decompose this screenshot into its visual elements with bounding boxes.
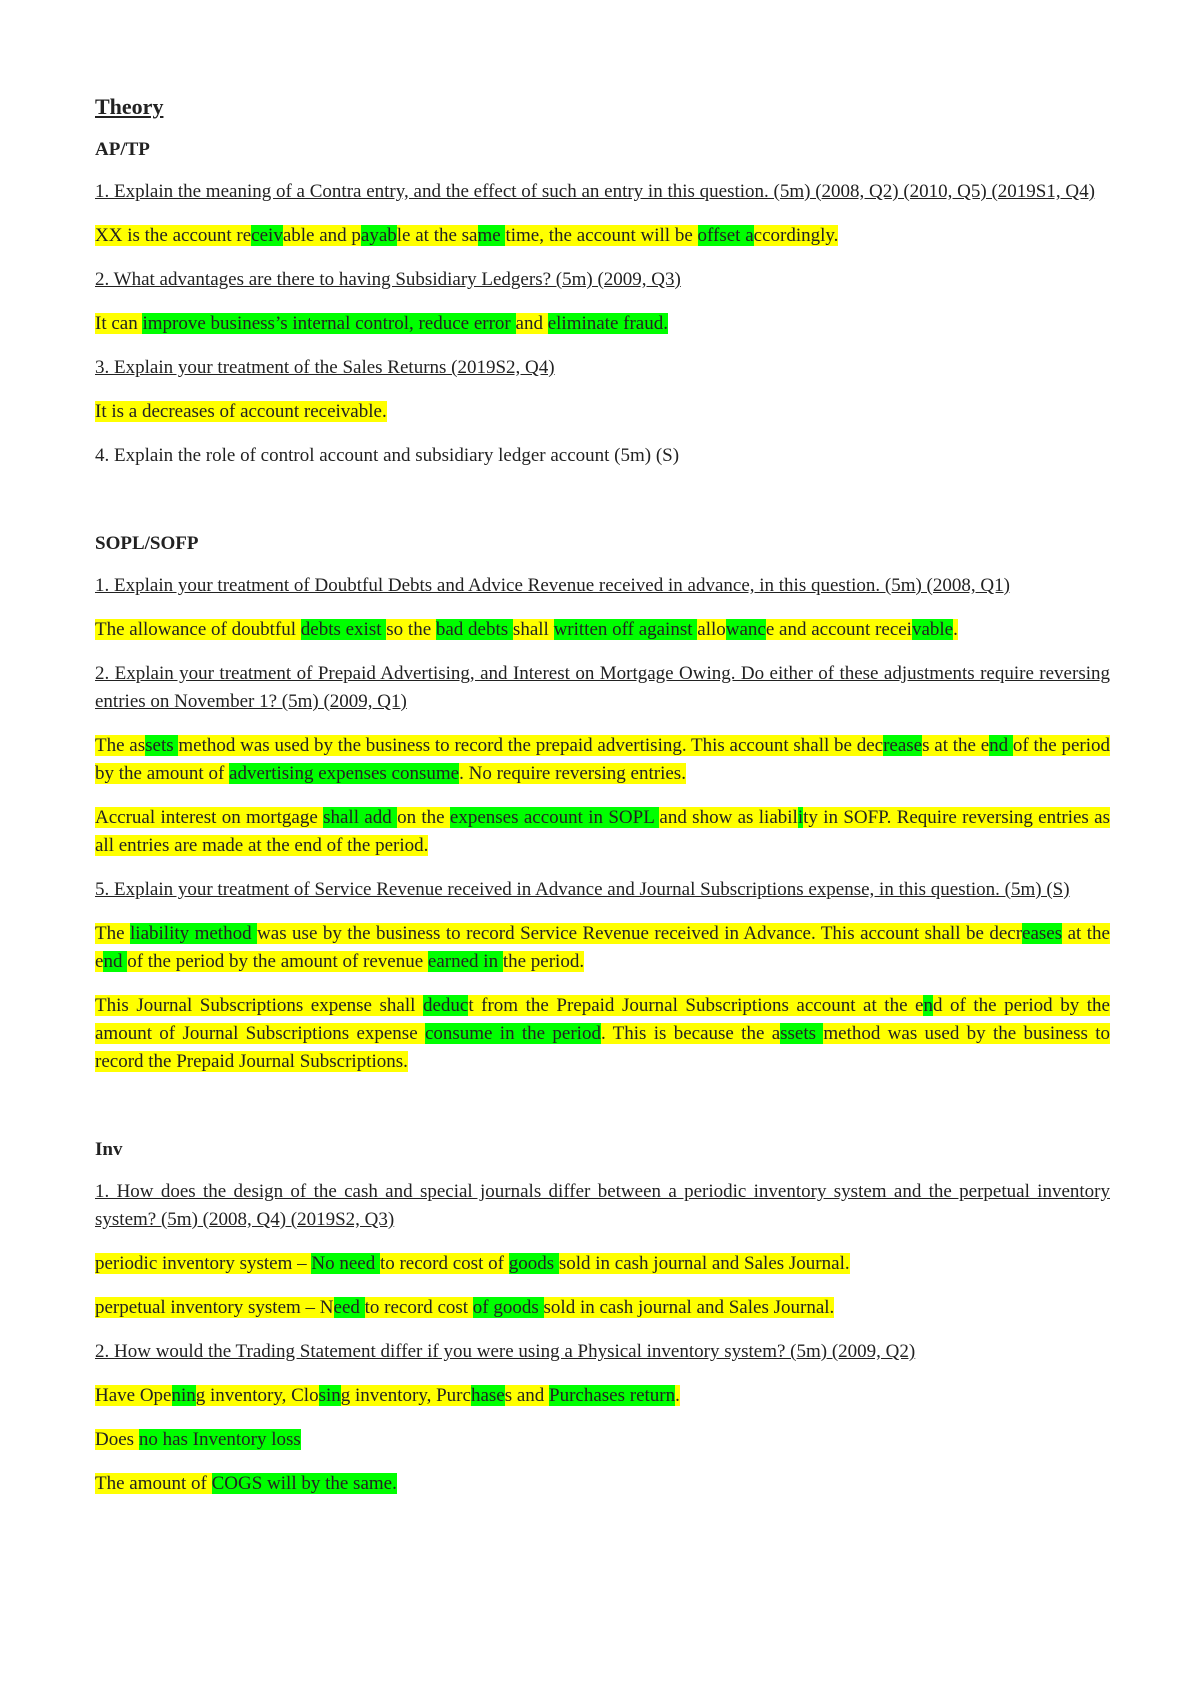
sections-container [95,136,1110,1498]
highlight-yellow: time, the account will be [505,225,698,246]
section-heading: Inv [95,1139,123,1160]
highlight-green: liability method [130,923,258,944]
highlight-yellow: d of the period by the amount of Journal Subscriptions expense [95,995,1110,1044]
highlight-green: sin [318,1385,341,1406]
highlight-green: ssets [780,1023,824,1044]
question: 2. Explain your treatment of Prepaid Advertising, and Interest on Mortgage Owing. Do either of these adjustments require reversing entries on November 1? (5m) (2009, Q1) [95,663,1110,712]
highlight-yellow: Does [95,1429,139,1450]
highlight-yellow: method was used by the business to record the Prepaid Journal Subscriptions. [95,1023,1110,1072]
highlight-yellow: of the period by the amount of revenue [127,951,428,972]
highlight-green: COGS will by the same. [211,1473,397,1494]
highlight-green: wanc [725,619,766,640]
highlight-yellow: le at the sa [396,225,478,246]
highlight-green: Purchases return [549,1385,676,1406]
answer-paragraph [95,992,1110,1076]
highlight-yellow: It is a decreases of account receivable. [95,401,387,422]
answer-paragraph [95,804,1110,860]
section [95,530,1110,1076]
highlight-yellow: s and [504,1385,550,1406]
highlight-yellow: on the [397,807,450,828]
highlight-yellow: The [95,923,131,944]
question: 5. Explain your treatment of Service Revenue received in Advance and Journal Subscriptions expense, in this question. (5m) (S) [95,879,1070,900]
highlight-yellow: ty in SOFP. Require reversing entries as all entries are made at the end of the period. [95,807,1110,856]
highlight-yellow: periodic inventory system – [95,1253,312,1274]
highlight-yellow: s at the e [922,735,990,756]
question: 1. Explain your treatment of Doubtful Debts and Advice Revenue received in advance, in this question. (5m) (2008, Q1) [95,575,1010,596]
answer-paragraph [95,1470,1110,1498]
highlight-green: n [923,995,933,1016]
question: 4. Explain the role of control account and subsidiary ledger account (5m) (S) [95,445,680,466]
answer-paragraph [95,920,1110,976]
highlight-green: vable [911,619,954,640]
highlight-yellow: . This is because the a [600,1023,781,1044]
answer-paragraph [95,1426,1110,1454]
section-spacer [95,1092,1110,1136]
highlight-green: nin [171,1385,196,1406]
section [95,136,1110,470]
highlight-green: offset a [697,225,754,246]
highlight-green: bad debts [435,619,513,640]
highlight-green: improve business’s internal control, reduce error [142,313,516,334]
highlight-green: hase [470,1385,505,1406]
highlight-green: eases [1022,923,1063,944]
question: 3. Explain your treatment of the Sales Returns (2019S2, Q4) [95,357,555,378]
highlight-green: rease [883,735,923,756]
highlight-green: no has Inventory loss [138,1429,301,1450]
highlight-yellow: shall [512,619,554,640]
highlight-green: me [477,225,506,246]
highlight-yellow: perpetual inventory system – N [95,1297,334,1318]
highlight-yellow: The amount of [95,1473,212,1494]
answer-paragraph [95,398,1110,426]
answer-paragraph [95,732,1110,788]
highlight-green: eliminate fraud. [547,313,668,334]
highlight-green: goods [508,1253,559,1274]
highlight-yellow: g inventory, Clo [195,1385,319,1406]
answer-paragraph [95,1250,1110,1278]
answer-paragraph [95,1382,1110,1410]
answer-paragraph [95,616,1110,644]
highlight-yellow: at the e [95,923,1110,972]
highlight-yellow: Accrual interest on mortgage [95,807,324,828]
answer-paragraph [95,1294,1110,1322]
highlight-yellow: sold in cash journal and Sales Journal. [558,1253,850,1274]
highlight-green: earned in [427,951,503,972]
document-title: Theory [95,94,164,119]
highlight-green: expenses account in SOPL [449,807,660,828]
highlight-yellow: able and p [282,225,361,246]
highlight-yellow: sold in cash journal and Sales Journal. [543,1297,835,1318]
highlight-green: No need [311,1253,380,1274]
highlight-yellow: It can [95,313,143,334]
highlight-yellow: the period. [502,951,585,972]
highlight-yellow: t from the Prepaid Journal Subscriptions account at the e [468,995,924,1016]
highlight-yellow: This Journal Subscriptions expense shall [95,995,423,1016]
highlight-yellow: XX is the account re [95,225,252,246]
highlight-green: nd [989,735,1013,756]
highlight-green: ceiv [251,225,283,246]
highlight-green: advertising expenses consume [229,763,460,784]
question: 2. How would the Trading Statement differ if you were using a Physical inventory system? (5m) (2009, Q2) [95,1341,916,1362]
highlight-yellow: e and account recei [765,619,912,640]
highlight-yellow: Have Ope [95,1385,172,1406]
answer-paragraph [95,310,1110,338]
highlight-green: consume in the period [424,1023,601,1044]
highlight-yellow: to record cost of [379,1253,509,1274]
highlight-yellow: . [675,1385,680,1406]
highlight-green: nd [103,951,128,972]
highlight-yellow: The as [95,735,146,756]
highlight-green: eed [333,1297,365,1318]
highlight-yellow: ccordingly. [753,225,839,246]
section-heading: AP/TP [95,139,150,160]
highlight-green: ayab [360,225,397,246]
highlight-green: i [797,807,804,828]
highlight-yellow: . No require reversing entries. [459,763,686,784]
highlight-green: shall add [323,807,398,828]
highlight-green: deduc [422,995,469,1016]
highlight-yellow: so the [386,619,436,640]
question: 1. How does the design of the cash and special journals differ between a periodic inventory system and the perpetual inventory system? (5m) (2008, Q4) (2019S2, Q3) [95,1181,1110,1230]
section [95,1136,1110,1498]
highlight-yellow: of the period by the amount of [95,735,1111,784]
section-heading: SOPL/SOFP [95,533,199,554]
highlight-green: sets [145,735,179,756]
highlight-green: written off against [553,619,698,640]
highlight-green: debts exist [300,619,387,640]
highlight-green: of goods [472,1297,544,1318]
highlight-yellow: to record cost [364,1297,473,1318]
highlight-yellow: The allowance of doubtful [95,619,301,640]
highlight-yellow: g inventory, Purc [340,1385,471,1406]
highlight-yellow: and show as liabil [659,807,798,828]
highlight-yellow: allo [697,619,726,640]
section-spacer [95,486,1110,530]
question: 2. What advantages are there to having Subsidiary Ledgers? (5m) (2009, Q3) [95,269,681,290]
highlight-yellow: was use by the business to record Service Revenue received in Advance. This account shall be decr [257,923,1023,944]
highlight-yellow: method was used by the business to record the prepaid advertising. This account shall be dec [178,735,884,756]
answer-paragraph [95,222,1110,250]
question: 1. Explain the meaning of a Contra entry, and the effect of such an entry in this question. (5m) (2008, Q2) (2010, Q5) (2019S1, Q4) [95,181,1095,202]
highlight-yellow: . [953,619,958,640]
highlight-yellow: and [515,313,548,334]
